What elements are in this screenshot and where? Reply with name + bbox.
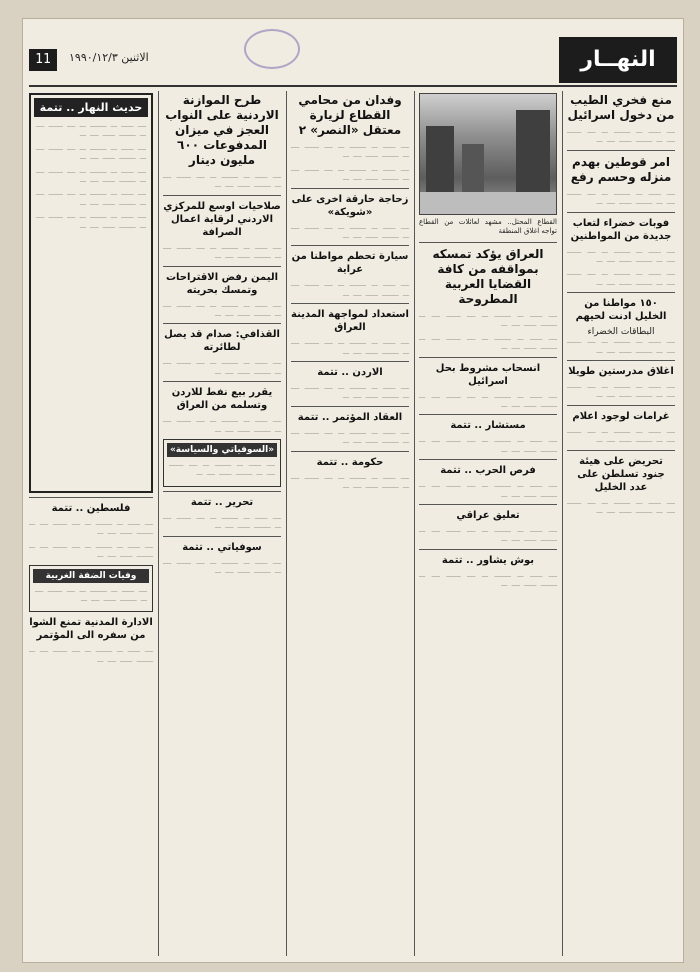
divider [567, 405, 675, 406]
page-number: 11 [29, 49, 57, 71]
headline: تحرير .. تتمة [190, 496, 254, 508]
divider [291, 406, 409, 407]
divider [163, 491, 281, 492]
headline: سوفياتي .. تتمة [182, 541, 262, 553]
article-body [291, 338, 409, 357]
article-body [419, 526, 557, 545]
photo-building [426, 126, 454, 196]
article-body [163, 513, 281, 532]
headline: اغلاق مدرستين طويلا [568, 366, 674, 378]
headline: استعداد لمواجهة المدينة العراق [291, 309, 409, 334]
divider [163, 195, 281, 196]
article-body [291, 383, 409, 402]
column-1 [565, 91, 677, 956]
headline: غرامات لوجود اعلام [572, 410, 670, 422]
article-body [419, 571, 557, 590]
article-body [567, 427, 675, 446]
article-body [163, 358, 281, 377]
headline: منع فخري الطيب من دخول اسرائيل [567, 93, 675, 122]
headline: بوش يشاور .. تتمة [441, 554, 535, 566]
photo-caption: القطاع المحتل.. مشهد لعائلات من القطاع تواجه اغلاق المنطقة [419, 218, 557, 235]
divider [291, 451, 409, 452]
editorial-title: حديث النهار .. تتمة [34, 98, 148, 117]
issue-date: الاثنين ١٩٩٠/١٢/٣ [69, 51, 149, 64]
column-3 [289, 91, 411, 956]
article-body [419, 481, 557, 500]
headline: القذافي: صدام قد يصل لطائرته [164, 329, 280, 354]
article-body [36, 121, 146, 140]
divider [419, 549, 557, 550]
headline: تعليق عراقي [456, 510, 520, 522]
article-body [567, 189, 675, 208]
archive-stamp [244, 29, 300, 69]
headline: اليمن رفض الاقتراحات وتمسك بحريته [165, 271, 279, 296]
article-body [169, 460, 275, 479]
divider [291, 245, 409, 246]
headline: انسحاب مشروط بحل اسرائيل [435, 362, 541, 387]
editorial-box [29, 93, 153, 493]
headline: فوبات خضراء لتعاب جديدة من المواطنين [570, 217, 672, 242]
headline: مستشار .. تتمة [450, 420, 526, 432]
article-body [567, 127, 675, 146]
article-body [36, 189, 146, 208]
article-body [163, 558, 281, 577]
boxed-note [163, 439, 281, 487]
divider [291, 361, 409, 362]
article-body [163, 301, 281, 320]
article-body [291, 473, 409, 492]
masthead-logo: النهــار [559, 37, 677, 83]
article-body [163, 416, 281, 435]
divider [29, 497, 153, 498]
headline: زحاجة حارقة اخرى على «شويكة» [291, 193, 409, 218]
headline: سيارة تحطم مواطنا من عراية [291, 251, 409, 276]
column-4 [161, 91, 283, 956]
obituaries-title: وفيات الضفة الغربية [33, 569, 149, 583]
article-body [35, 586, 147, 605]
headline: طرح الموازنة الاردنية على النواب العجز في ميزان المدفوعات ٦٠٠ مليون دينار [165, 93, 279, 167]
column-rule [562, 91, 563, 956]
article-body [29, 519, 153, 538]
photo-street [420, 192, 556, 214]
headline: امر قوطين بهدم منزله وحسم رفع [570, 154, 672, 184]
divider [419, 357, 557, 358]
divider [567, 212, 675, 213]
divider [163, 323, 281, 324]
article-body [567, 498, 675, 517]
article-body [419, 311, 557, 330]
headline: وفدان من محامي القطاع لزيارة معتقل «النصر» ٢ [298, 93, 402, 137]
divider [163, 266, 281, 267]
headline: ١٥٠ مواطنا من الخليل ادنت لحيهم [575, 298, 667, 323]
article-body [419, 334, 557, 353]
column-5 [27, 91, 155, 956]
divider [419, 242, 557, 243]
headline: صلاحيات اوسع للمركزي الاردني لرقابة اعمال الصرافة [163, 200, 281, 238]
article-body [36, 167, 146, 186]
divider [291, 303, 409, 304]
divider [567, 360, 675, 361]
headline: فرص الحرب .. تتمة [440, 465, 536, 477]
divider [163, 381, 281, 382]
article-body [291, 280, 409, 299]
obituaries-box [29, 565, 153, 613]
divider [419, 459, 557, 460]
article-body [29, 542, 153, 561]
article-body [163, 243, 281, 262]
article-body [567, 269, 675, 288]
article-body [567, 247, 675, 266]
divider [567, 150, 675, 151]
newspaper-page [22, 18, 684, 963]
divider [163, 536, 281, 537]
article-body [291, 428, 409, 447]
column-2 [417, 91, 559, 956]
article-body [291, 165, 409, 184]
header-rule [29, 85, 677, 87]
page-header [29, 37, 677, 85]
headline: الاردن .. تتمة [317, 367, 383, 379]
article-body [419, 436, 557, 455]
boxed-note-title: «السوفياتي والسياسة» [167, 443, 277, 457]
headline: حكومة .. تتمة [316, 456, 384, 468]
column-rule [414, 91, 415, 956]
article-body [291, 142, 409, 161]
headline: العقاد المؤتمر .. تتمة [297, 411, 403, 423]
subheadline: البطاقات الخضراء [587, 327, 655, 338]
column-rule [158, 91, 159, 956]
photo-building [462, 144, 484, 196]
divider [291, 188, 409, 189]
news-photo [419, 93, 557, 215]
article-body [419, 392, 557, 411]
article-body [567, 382, 675, 401]
divider [567, 450, 675, 451]
article-body [36, 144, 146, 163]
headline: فلسطين .. تتمة [51, 503, 131, 514]
article-body [163, 172, 281, 191]
article-body [29, 646, 153, 665]
article-body [36, 212, 146, 231]
headline: العراق يؤكد تمسكه بمواقفه من كافة القضايا العربية المطروحة [432, 247, 544, 306]
divider [419, 414, 557, 415]
article-body [291, 223, 409, 242]
headline: الادارة المدنية تمنع الشوا من سفره الى المؤتمر [29, 617, 153, 642]
headline: تحريض على هيئة جنود تسلطن على عدد الخليل [577, 455, 665, 493]
article-body [567, 337, 675, 356]
headline: يقرر بيع نفط للاردن وتسلمه من العراق [171, 387, 273, 412]
column-rule [286, 91, 287, 956]
divider [419, 504, 557, 505]
photo-building [516, 110, 550, 196]
divider [567, 292, 675, 293]
